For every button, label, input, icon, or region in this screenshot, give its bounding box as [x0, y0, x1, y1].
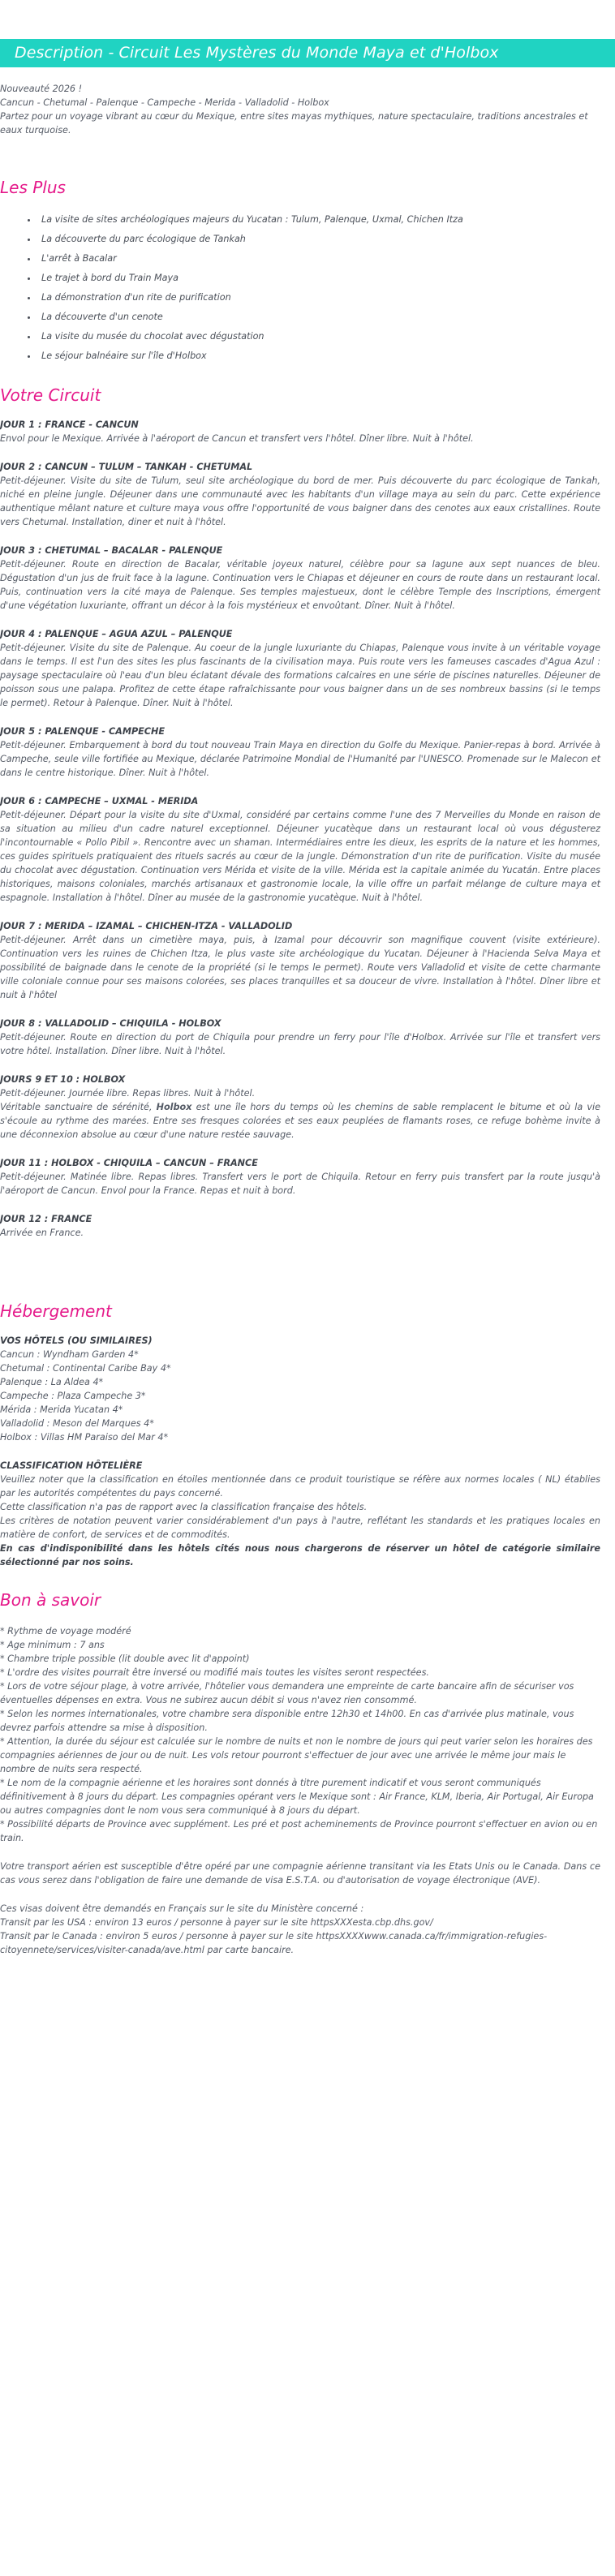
day-block	[0, 1212, 600, 1240]
list-item: Cancun : Wyndham Garden 4*	[0, 1349, 139, 1360]
spacer	[0, 1845, 600, 1860]
hotels-list	[0, 1348, 600, 1444]
visa-info: Transit par le Canada : environ 5 euros / personne à payer sur le site httpsXXXXwww.canada.ca/fr/immigration-refugies-citoyennete/services/visiter-canada/ave.html par carte bancaire.	[0, 1931, 548, 1955]
list-item: • L'arrêt à Bacalar	[38, 249, 600, 269]
section-title-circuit: Votre Circuit	[0, 385, 101, 405]
day-block	[0, 1017, 600, 1058]
classification-title: CLASSIFICATION HÔTELIÈRE	[0, 1460, 143, 1471]
visa-info: Transit par les USA : environ 13 euros / personne à payer sur le site httpsXXXesta.cbp.dhs.gov/	[0, 1917, 433, 1928]
intro	[0, 82, 600, 137]
visa-info: Ces visas doivent être demandés en Français sur le site du Ministère concerné :	[0, 1903, 364, 1914]
list-item: * Lors de votre séjour plage, à votre arrivée, l'hôtelier vous demandera une empreinte de carte bancaire afin de sécuriser vos éventuelles dépenses en extra. Vous ne subirez aucun débit si vous n'avez rien consommé.	[0, 1681, 574, 1705]
highlights-list	[0, 210, 600, 366]
itinerary	[0, 418, 600, 1240]
day-title: JOUR 11 : HOLBOX - CHIQUILA – CANCUN – FRANCE	[0, 1158, 258, 1168]
list-item: Mérida : Merida Yucatan 4*	[0, 1404, 123, 1415]
day-block	[0, 794, 600, 905]
day-title: JOUR 6 : CAMPECHE – UXMAL - MERIDA	[0, 796, 199, 806]
classification-text: Veuillez noter que la classification en étoiles mentionnée dans ce produit touristique se réfère aux normes locales ( NL) établies par les autorités compétentes du pays concerné.	[0, 1474, 600, 1499]
section-title-bon-a-savoir: Bon à savoir	[0, 1590, 101, 1610]
list-item: * Rythme de voyage modéré	[0, 1626, 131, 1636]
list-item: * Possibilité départs de Province avec supplément. Les pré et post acheminements de Province pourront s'effectuer en avion ou en train.	[0, 1819, 598, 1843]
day-title: JOURS 9 ET 10 : HOLBOX	[0, 1074, 126, 1085]
day-text: Petit-déjeuner. Embarquement à bord du tout nouveau Train Maya en direction du Golfe du Mexique. Panier-repas à bord. Arrivée à Campeche, seule ville fortifiée au Mexique, déclarée Patrimoine Mondial de l'Humanité par l'UNESCO. Promenade sur le Malecon et dans le centre historique. Dîner. Nuit à l'hôtel.	[0, 740, 600, 778]
day-title: JOUR 8 : VALLADOLID – CHIQUILA - HOLBOX	[0, 1018, 221, 1029]
day-text: Petit-déjeuner. Visite du site de Tulum, seul site archéologique du bord de mer. Puis découverte du parc écologique de Tankah, niché en pleine jungle. Déjeuner dans une communauté avec les habitants d'un village maya au sein du parc. Cette expérience authentique mêlant nature et culture maya vous offre l'opportunité de vous baigner dans des cenotes aux eaux cristallines. Route vers Chetumal. Installation, diner et nuit à l'hôtel.	[0, 475, 600, 527]
list-item: Holbox : Villas HM Paraiso del Mar 4*	[0, 1432, 169, 1443]
day-text: Petit-déjeuner. Départ pour la visite du site d'Uxmal, considéré par certains comme l'une des 7 Merveilles du Monde en raison de sa situation au milieu d'un cadre naturel exceptionnel. Déjeuner yucatèque dans un restaurant local où vous dégusterez l'incontournable « Pollo Pibil ». Rencontre avec un shaman. Intermédiaires entre les dieux, les esprits de la nature et les hommes, ces guides spirituels pratiquaient des rituels sacrés au cœur de la jungle. Démonstration d'un rite de purification. Visite du musée du chocolat avec dégustation. Continuation vers Mérida et visite de la ville. Mérida est la capitale animée du Yucatán. Entre places historiques, maisons coloniales, marchés artisanaux et gastronomie locale, la ville offre un parfait mélange de culture maya et espagnole. Installation à l'hôtel. Dîner au musée de la gastronomie yucatèque. Nuit à l'hôtel.	[0, 810, 600, 903]
main-content	[0, 67, 615, 1957]
classification-text: Les critères de notation peuvent varier considérablement d'un pays à l'autre, reflétant les standards et les pratiques locales en matière de confort, de services et de commodités.	[0, 1516, 600, 1540]
day-title: JOUR 3 : CHETUMAL – BACALAR - PALENQUE	[0, 545, 223, 556]
list-item: • La visite de sites archéologiques majeurs du Yucatan : Tulum, Palenque, Uxmal, Chichen Itza	[38, 210, 600, 230]
day-text: Arrivée en France.	[0, 1228, 84, 1238]
list-item: • Le trajet à bord du Train Maya	[38, 269, 600, 288]
list-item: • La découverte d'un cenote	[38, 307, 600, 327]
list-item: Palenque : La Aldea 4*	[0, 1377, 104, 1387]
day-block	[0, 1156, 600, 1198]
list-item: • La visite du musée du chocolat avec dégustation	[38, 327, 600, 346]
holbox-intro: Véritable sanctuaire de sérénité,	[0, 1102, 157, 1112]
list-item: Valladolid : Meson del Marques 4*	[0, 1418, 154, 1429]
day-title: JOUR 5 : PALENQUE - CAMPECHE	[0, 726, 166, 737]
holbox-description: est une île hors du temps où les chemins de sable remplacent le bitume et où la vie s'écoule au rythme des marées. Entre ses fresques colorées et ses eaux peuplées de flamants roses, ce refuge bohème invite à une déconnexion absolue au cœur d'une nature restée sauvage.	[0, 1102, 600, 1140]
day-block	[0, 1073, 600, 1142]
day-title: JOUR 7 : MERIDA – IZAMAL – CHICHEN-ITZA - VALLADOLID	[0, 921, 293, 931]
day-text: Petit-déjeuner. Visite du site de Palenque. Au coeur de la jungle luxuriante du Chiapas, Palenque vous invite à un véritable voyage dans le temps. Il est l'un des sites les plus fascinants de la civilisation maya. Puis route vers les fameuses cascades d'Agua Azul : paysage spectaculaire où l'eau d'un bleu éclatant dévale des formations calcaires en une série de piscines naturelles. Déjeuner de poisson sous une palapa. Profitez de cette étape rafraîchissante pour vous baigner dans un de ses nombreux bassins (si le temps le permet). Retour à Palenque. Dîner. Nuit à l'hôtel.	[0, 643, 600, 708]
day-block	[0, 418, 600, 445]
classification-notice: En cas d'indisponibilité dans les hôtels cités nous nous chargerons de réserver un hôtel de catégorie similaire sélectionné par nos soins.	[0, 1543, 600, 1568]
good-to-know	[0, 1624, 600, 1957]
list-item: Chetumal : Continental Caribe Bay 4*	[0, 1363, 171, 1374]
day-block	[0, 919, 600, 1002]
description-banner	[0, 39, 615, 67]
day-text: Petit-déjeuner. Route en direction de Bacalar, véritable joyeux naturel, célèbre pour sa lagune aux sept nuances de bleu. Dégustation d'un jus de fruit face à la lagune. Continuation vers le Chiapas et déjeuner en cours de route dans un restaurant local. Puis, continuation vers la cité maya de Palenque. Ses temples majestueux, dont le célèbre Temple des Inscriptions, émergent d'une végétation luxuriante, offrant un décor à la fois mystérieux et envoûtant. Dîner. Nuit à l'hôtel.	[0, 559, 600, 611]
list-item: * Age minimum : 7 ans	[0, 1640, 105, 1650]
list-item: * L'ordre des visites pourrait être inversé ou modifié mais toutes les visites seront respectées.	[0, 1667, 429, 1678]
list-item: * Selon les normes internationales, votre chambre sera disponible entre 12h30 et 14h00. En cas d'arrivée plus matinale, vous devrez parfois attendre sa mise à disposition.	[0, 1709, 574, 1733]
day-text: Petit-déjeuner. Matinée libre. Repas libres. Transfert vers le port de Chiquila. Retour en ferry puis transfert par la route jusqu'à l'aéroport de Cancun. Envol pour la France. Repas et nuit à bord.	[0, 1172, 600, 1196]
section-title-hebergement: Hébergement	[0, 1301, 112, 1321]
day-title: JOUR 4 : PALENQUE – AGUA AZUL – PALENQUE	[0, 629, 233, 639]
day-text: Petit-déjeuner. Arrêt dans un cimetière maya, puis, à Izamal pour découvrir son magnifique couvent (visite extérieure). Continuation vers les ruines de Chichen Itza, le plus vaste site archéologique du Yucatan. Déjeuner à l'Hacienda Selva Maya et possibilité de baignade dans le cenote de la propriété (si le temps le permet). Route vers Valladolid et visite de cette charmante ville coloniale connue pour ses maisons colorées, ses places tranquilles et sa douceur de vivre. Installation à l'hôtel. Dîner libre et nuit à l'hôtel	[0, 935, 600, 1000]
hotels-block	[0, 1334, 600, 1444]
transit-notice: Votre transport aérien est susceptible d'être opéré par une compagnie aérienne transitant via les Etats Unis ou le Canada. Dans ce cas vous serez dans l'obligation de faire une demande de visa E.S.T.A. ou d'autorisation de voyage électronique (AVE).	[0, 1861, 600, 1886]
spacer	[0, 1887, 600, 1902]
day-block	[0, 725, 600, 780]
list-item: Campeche : Plaza Campeche 3*	[0, 1391, 146, 1401]
classification-block	[0, 1459, 600, 1569]
page	[0, 39, 615, 1957]
day-title: JOUR 1 : FRANCE - CANCUN	[0, 419, 139, 430]
day-title: JOUR 12 : FRANCE	[0, 1214, 92, 1224]
holbox-name: Holbox	[156, 1102, 192, 1112]
list-item: * Attention, la durée du séjour est calculée sur le nombre de nuits et non le nombre de jours qui peut varier selon les horaires des compagnies aériennes de jour ou de nuit. Les vols retour pourront s'effectuer de jour avec une arrivée le même jour mais le nombre de nuits sera respecté.	[0, 1736, 593, 1774]
day-block	[0, 627, 600, 710]
day-block	[0, 544, 600, 613]
day-title: JOUR 2 : CANCUN – TULUM – TANKAH - CHETUMAL	[0, 462, 253, 472]
section-title-plus: Les Plus	[0, 178, 66, 197]
classification-text: Cette classification n'a pas de rapport avec la classification française des hôtels.	[0, 1502, 368, 1512]
day-text	[0, 1100, 600, 1142]
intro-route: Cancun - Chetumal - Palenque - Campeche - Merida - Valladolid - Holbox	[0, 97, 329, 108]
day-text: Envol pour le Mexique. Arrivée à l'aéroport de Cancun et transfert vers l'hôtel. Dîner libre. Nuit à l'hôtel.	[0, 433, 474, 444]
list-item: * Chambre triple possible (lit double avec lit d'appoint)	[0, 1654, 250, 1664]
intro-new: Nouveauté 2026 !	[0, 84, 83, 94]
list-item: * Le nom de la compagnie aérienne et les horaires sont donnés à titre purement indicatif et vous seront communiqués définitivement à 8 jours du départ. Les compagnies opérant vers le Mexique sont : Air France, KLM, Iberia, Air Portugal, Air Europa ou autres compagnies dont le nom vous sera communiqué à 8 jours du départ.	[0, 1778, 594, 1816]
list-item: • Le séjour balnéaire sur l'île d'Holbox	[38, 346, 600, 366]
day-text: Petit-déjeuner. Route en direction du port de Chiquila pour prendre un ferry pour l'île d'Holbox. Arrivée sur l'île et transfert vers votre hôtel. Installation. Dîner libre. Nuit à l'hôtel.	[0, 1032, 600, 1056]
banner-title: Description - Circuit Les Mystères du Monde Maya et d'Holbox	[15, 44, 499, 62]
list-item: • La découverte du parc écologique de Tankah	[38, 230, 600, 249]
list-item: • La démonstration d'un rite de purification	[38, 288, 600, 307]
day-block	[0, 460, 600, 529]
hotels-title: VOS HÔTELS (OU SIMILAIRES)	[0, 1335, 153, 1346]
day-text: Petit-déjeuner. Journée libre. Repas libres. Nuit à l'hôtel.	[0, 1088, 256, 1099]
intro-text: Partez pour un voyage vibrant au cœur du Mexique, entre sites mayas mythiques, nature spectaculaire, traditions ancestrales et eaux turquoise.	[0, 111, 588, 135]
